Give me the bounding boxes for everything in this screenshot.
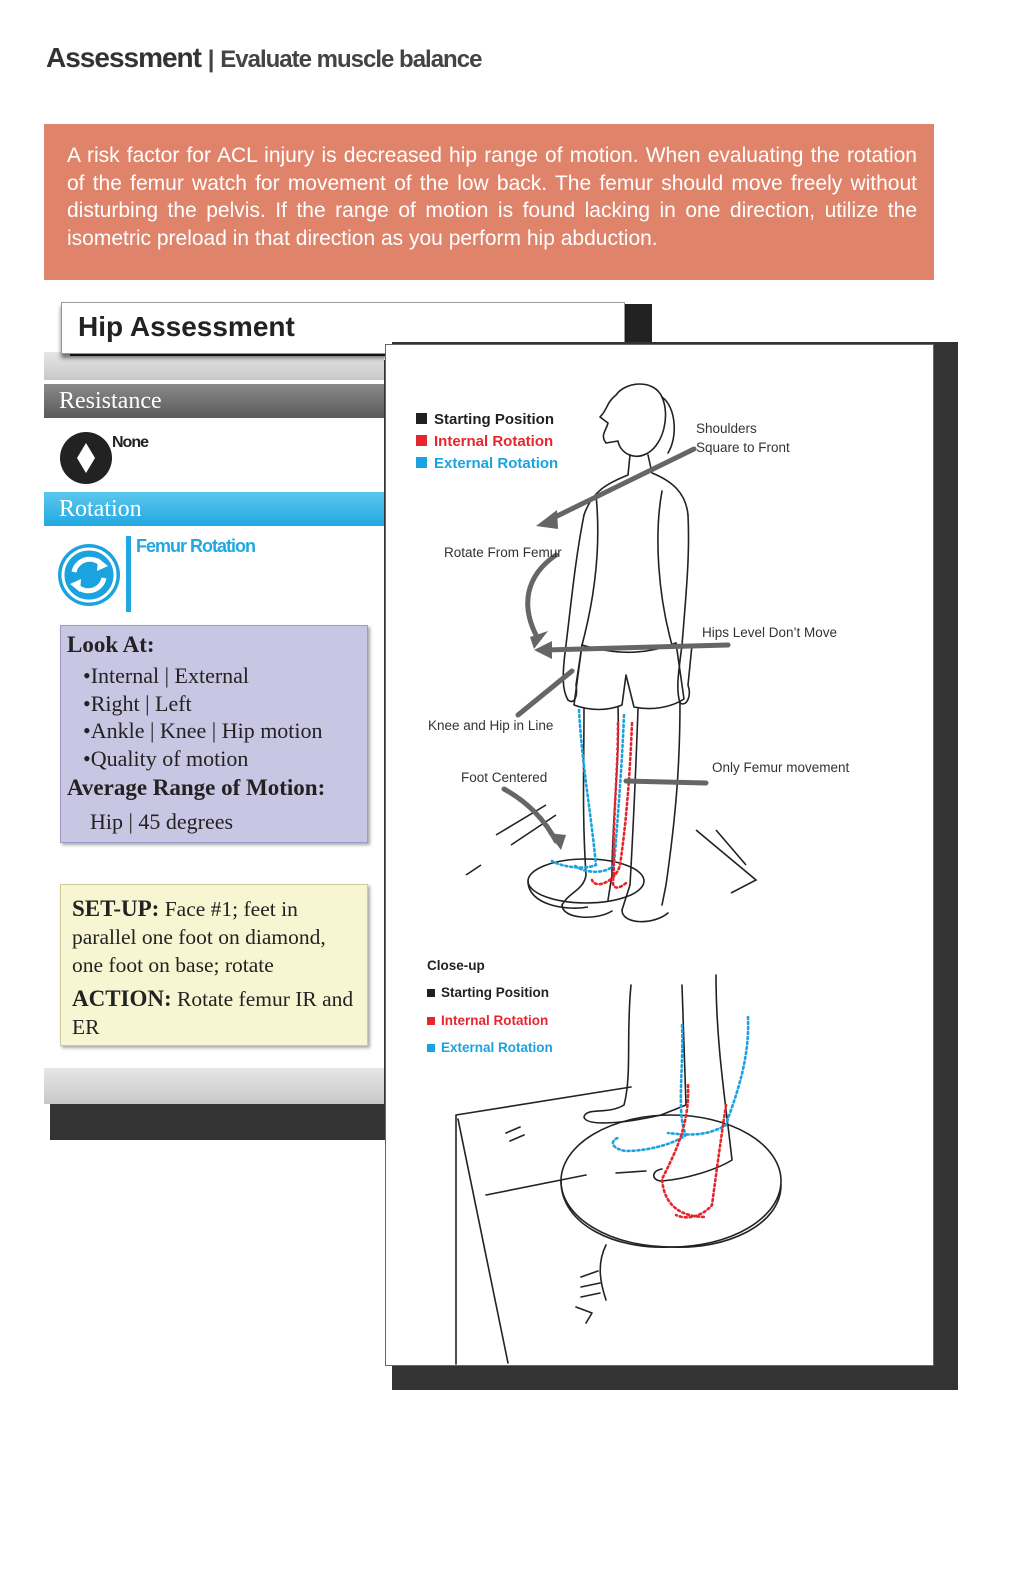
intro-box [44,124,934,280]
look-at-box [60,625,368,843]
setup-label: SET-UP: [72,896,160,921]
action-label: ACTION: [72,986,172,1011]
label-hips: Hips Level Don’t Move [702,625,838,640]
swatch-external-closeup [427,1044,435,1052]
legend-external [416,453,558,475]
setup-paragraph [72,895,362,979]
resistance-value: None [112,434,148,451]
legend-closeup [427,957,553,1062]
diamond-icon [60,432,112,484]
action-text: Rotate femur IR and ER [72,987,354,1039]
rotation-value: Femur Rotation [136,536,255,556]
resistance-heading: Resistance [59,388,162,414]
section-title: Hip Assessment [78,311,295,342]
header-title: Assessment [46,42,201,73]
closeup-external-label: External Rotation [441,1040,553,1055]
closeup-title: Close-up [427,958,485,973]
action-paragraph [72,985,362,1041]
bottom-grey-band [44,1068,384,1104]
legend-external-label: External Rotation [434,455,559,472]
legend-internal-label: Internal Rotation [434,433,554,450]
look-at-heading: Look At: [67,632,155,657]
label-shoulders-line2: Square to Front [696,440,790,455]
top-grey-band [44,352,384,380]
swatch-starting-closeup [427,989,435,997]
closeup-legend-internal [427,1007,553,1035]
setup-box [60,884,368,1046]
rotation-band [44,492,384,526]
label-shoulders-line1: Shoulders [696,421,757,436]
legend-starting [416,409,558,431]
intro-text: A risk factor for ACL injury is decreased hip range of motion. When evaluating the rotation of the femur watch for movement of the low back. The femur should move freely without disturbing the pelvis. If the range of motion is found lacking in one direction, utilize the isometric preload in that direction as you perform hip abduction. [67,144,917,250]
rotate-arrows-icon [58,544,120,606]
setup-text: Face #1; feet in parallel one foot on diamond, one foot on base; rotate [72,897,326,977]
label-rotate: Rotate From Femur [444,545,562,560]
label-shoulders [696,419,790,457]
rotation-rule [126,536,131,612]
closeup-legend-starting [427,979,553,1007]
list-item: • Right | Left [83,690,323,718]
legend-internal [416,431,558,453]
closeup-starting-label: Starting Position [441,985,549,1000]
closeup-legend-external [427,1034,553,1062]
legend-main [416,409,558,475]
rotation-heading: Rotation [59,496,142,522]
legend-starting-label: Starting Position [434,411,554,428]
left-column [44,352,384,1104]
illustration-panel [385,344,934,1366]
page-header [46,42,481,74]
resistance-band [44,384,384,418]
range-heading: Average Range of Motion: [67,775,326,800]
closeup-internal-label: Internal Rotation [441,1012,549,1028]
swatch-internal-closeup [427,1017,435,1025]
label-knee-hip: Knee and Hip in Line [428,718,554,733]
figure-illustration [386,345,933,1365]
range-value: Hip | 45 degrees [90,809,234,834]
swatch-starting [416,413,427,424]
list-item: • Ankle | Knee | Hip motion [83,717,323,745]
header-subtitle: Evaluate muscle balance [220,46,482,73]
swatch-internal [416,435,427,446]
label-foot: Foot Centered [461,770,548,785]
header-separator: | [207,46,214,73]
list-item: • Internal | External [83,662,323,690]
label-femur: Only Femur movement [712,760,850,775]
list-item: • Quality of motion [83,745,323,773]
look-at-list [83,662,323,772]
swatch-external [416,457,427,468]
